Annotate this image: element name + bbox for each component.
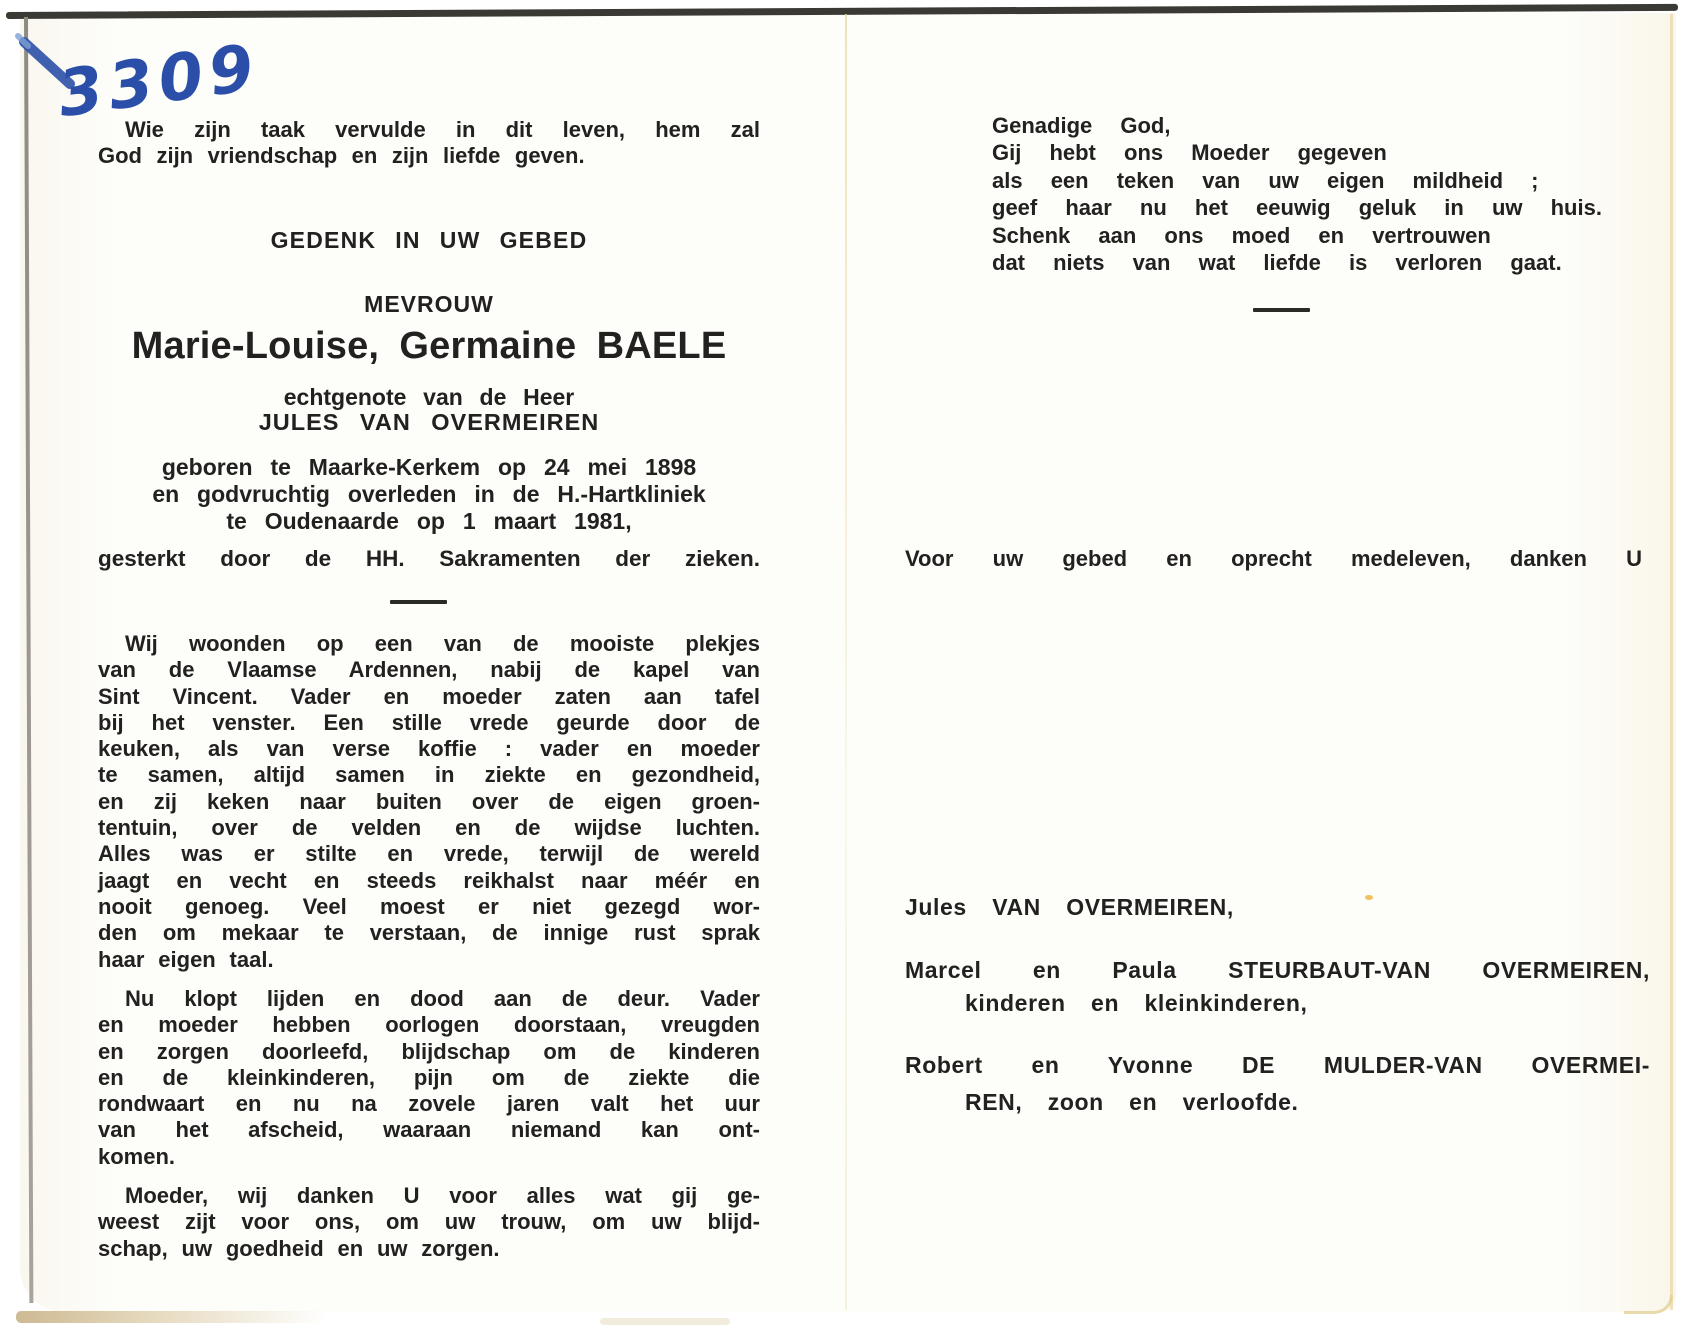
paragraph-line: Sint Vincent. Vader en moeder zaten aan tafel — [98, 683, 760, 709]
prayer-text — [992, 112, 1648, 276]
paragraph-line: Alles was er stilte en vrede, terwijl de wereld — [98, 841, 760, 867]
paragraph-line: jaagt en vecht en steeds reikhalst naar méér en — [98, 867, 760, 893]
prayer-line: geef haar nu het eeuwig geluk in uw huis. — [992, 195, 1602, 221]
scan-smudge-bottom-left — [16, 1311, 328, 1323]
memorial-paragraph-2 — [98, 986, 760, 1170]
paragraph-line: Wij woonden op een van de mooiste plekjes — [125, 631, 760, 656]
paragraph-line: nooit genoeg. Veel moest er niet gezegd wor- — [98, 893, 760, 919]
paragraph-line: haar eigen taal. — [98, 946, 274, 972]
mourner-husband — [905, 889, 1650, 925]
handwritten-number-text: 3309 — [53, 30, 265, 133]
paragraph-line: en zij keken naar buiten over de eigen groen- — [98, 788, 760, 814]
mourner-family-steurbaut — [905, 954, 1650, 1020]
card-right-edge — [1670, 14, 1673, 1310]
paragraph-line: den om mekaar te verstaan, de innige rust sprak — [98, 920, 760, 946]
paragraph-line: van het afscheid, waaraan niemand kan ont- — [98, 1117, 760, 1143]
prayer-line: dat niets van wat liefde is verloren gaat. — [992, 250, 1562, 276]
remember-in-prayer-heading: GEDENK IN UW GEBED — [270, 227, 588, 253]
memorial-paragraph-1 — [98, 631, 760, 973]
sacraments-text: gesterkt door de HH. Sakramenten der zieken. — [98, 546, 760, 571]
divider-dash-right — [1253, 308, 1310, 312]
mourner-relation-line: REN, zoon en verloofde. — [965, 1089, 1299, 1115]
paragraph-line: keuken, als van verse koffie : vader en moeder — [98, 736, 760, 762]
paragraph-line: tentuin, over de velden en de wijdse luchten. — [98, 815, 760, 841]
card-fold-line — [845, 14, 847, 1310]
mourner-name-line: Marcel en Paula STEURBAUT-VAN OVERMEIREN, — [905, 957, 1650, 983]
thanks-line — [905, 546, 1642, 572]
paragraph-line: rondwaart en nu na zovele jaren valt het uur — [98, 1091, 760, 1117]
mourner-family-de-mulder — [905, 1047, 1650, 1121]
paragraph-line: te samen, altijd samen in ziekte en gezondheid, — [98, 762, 760, 788]
birth-line: geboren te Maarke-Kerkem op 24 mei 1898 — [161, 454, 697, 480]
spouse-intro: echtgenote van de Heer — [283, 384, 575, 410]
paragraph-line: en zorgen doorleefd, blijdschap om de kinderen — [98, 1038, 760, 1064]
paragraph-line: en de kleinkinderen, pijn om de ziekte die — [98, 1064, 760, 1090]
paragraph-line: Moeder, wij danken U voor alles wat gij ge- — [125, 1183, 760, 1208]
death-place-line: te Oudenaarde op 1 maart 1981, — [226, 508, 632, 534]
mourner-name-line: Robert en Yvonne DE MULDER-VAN OVERMEI- — [905, 1052, 1650, 1078]
paragraph-line: weest zijt voor ons, om uw trouw, om uw blijd- — [98, 1209, 760, 1235]
intro-verse-line: God zijn vriendschap en zijn liefde geven. — [98, 143, 585, 168]
death-line: en godvruchtig overleden in de H.-Hartkliniek — [152, 481, 706, 507]
mevrouw-label: MEVROUW — [364, 291, 494, 317]
paragraph-line: Nu klopt lijden en dood aan de deur. Vader — [125, 986, 760, 1011]
paragraph-line: schap, uw goedheid en uw zorgen. — [98, 1235, 500, 1261]
paragraph-line: komen. — [98, 1143, 176, 1169]
sacraments-line — [98, 546, 760, 572]
prayer-line: als een teken van uw eigen mildheid ; — [992, 167, 1539, 193]
thanks-text: Voor uw gebed en oprecht medeleven, danken U — [905, 546, 1642, 571]
mourner-relation-line: kinderen en kleinkinderen, — [965, 990, 1308, 1016]
paragraph-line: bij het venster. Een stille vrede geurde door de — [98, 709, 760, 735]
mourner-name-line: Jules VAN OVERMEIREN, — [905, 894, 1234, 920]
memorial-paragraph-3 — [98, 1183, 760, 1262]
prayer-line: Genadige God, — [992, 113, 1171, 138]
intro-verse-line: Wie zijn taak vervulde in dit leven, hem zal — [125, 117, 760, 142]
birth-death-details — [98, 454, 760, 535]
divider-dash-left — [390, 600, 447, 604]
prayer-line: Gij hebt ons Moeder gegeven — [992, 140, 1387, 166]
deceased-name: Marie-Louise, Germaine BAELE — [131, 325, 727, 367]
prayer-line: Schenk aan ons moed en vertrouwen — [992, 222, 1491, 248]
card-bottom-right-corner — [1624, 1295, 1673, 1314]
paragraph-line: en moeder hebben oorlogen doorstaan, vreugden — [98, 1012, 760, 1038]
spouse-name: JULES VAN OVERMEIREN — [258, 409, 600, 435]
intro-verse — [98, 117, 760, 169]
paragraph-line: van de Vlaamse Ardennen, nabij de kapel van — [98, 657, 760, 683]
pen-stroke-tip — [18, 36, 28, 46]
scan-smudge-bottom-center — [600, 1318, 730, 1325]
handwritten-number — [14, 14, 294, 134]
